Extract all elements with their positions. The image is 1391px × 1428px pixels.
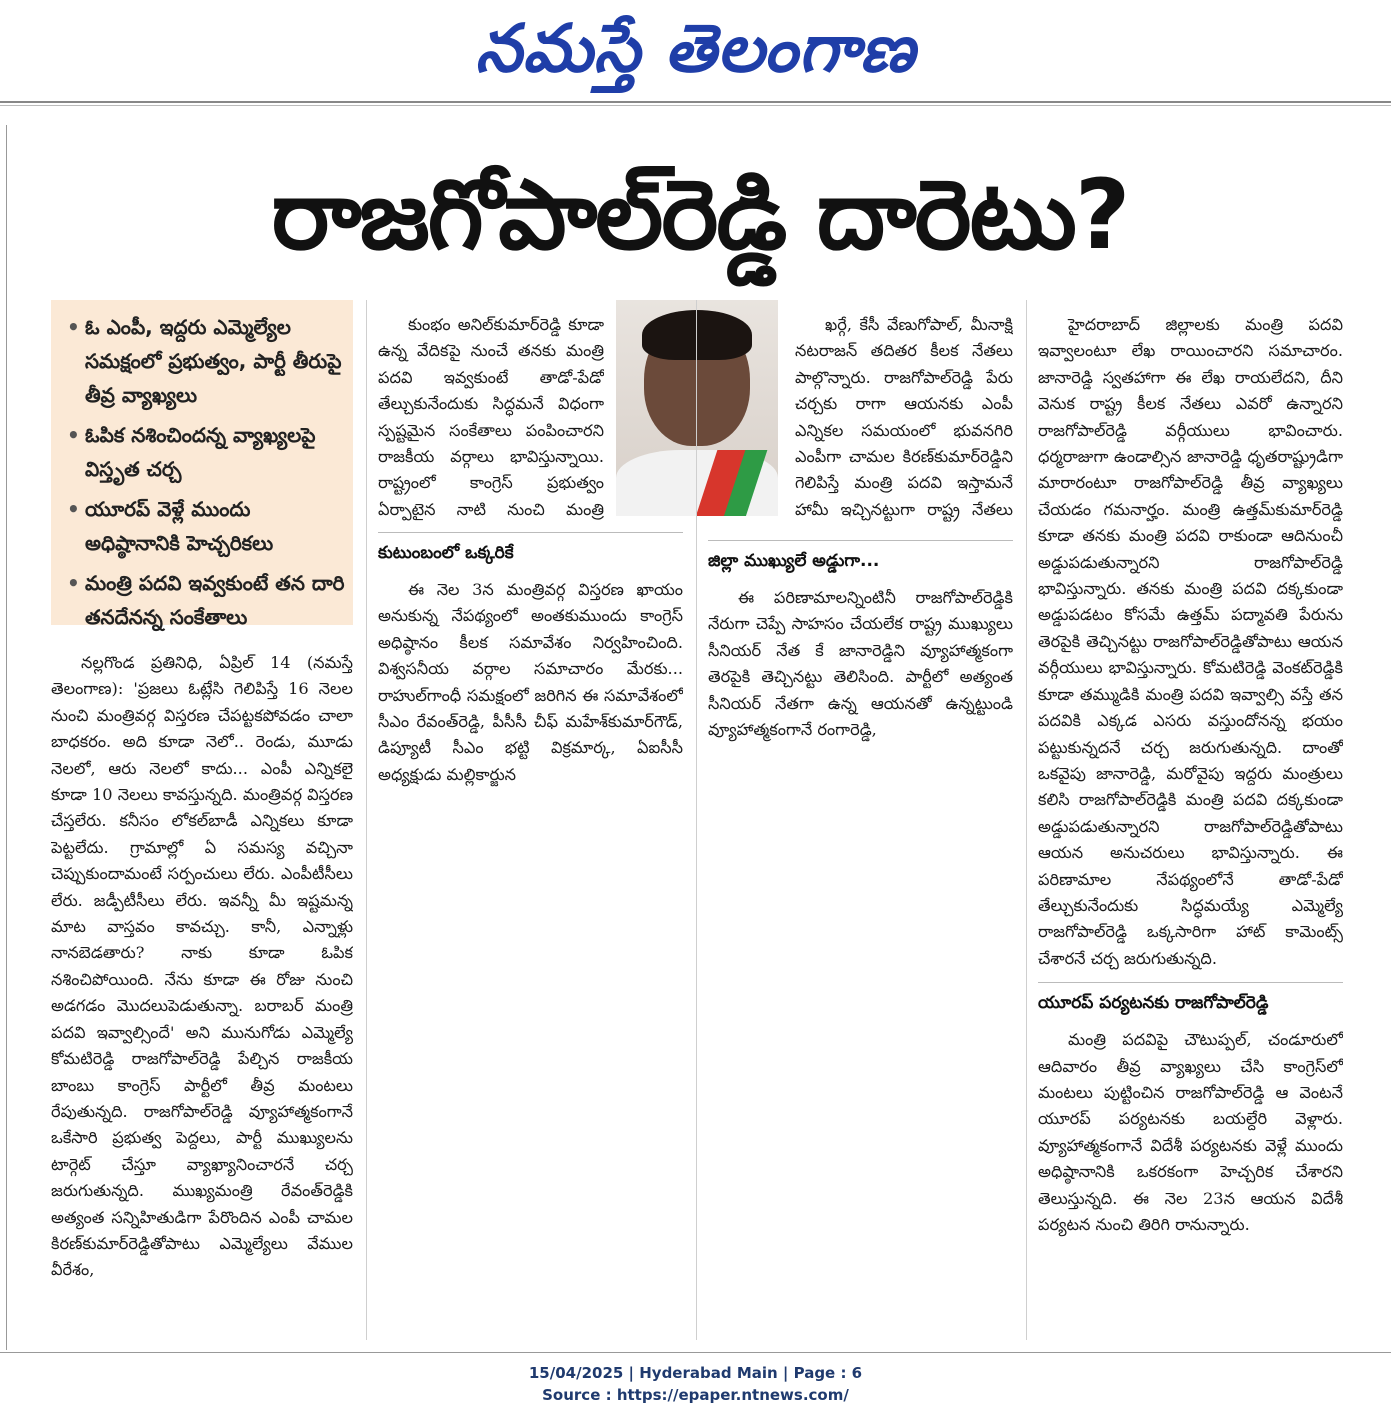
reporter-photo: [616, 300, 778, 516]
article-column-2: [378, 522, 683, 1340]
article-column-2-top: [378, 312, 604, 522]
footer: [0, 1362, 1391, 1406]
column-divider: [1026, 300, 1027, 1340]
page-left-edge: [0, 125, 7, 1350]
headline: రాజగోపాల్‌రెడ్డి దారెటు?: [271, 159, 1129, 271]
masthead-divider: [0, 101, 1391, 103]
article-paragraph: హైదరాబాద్ జిల్లాలకు మంత్రి పదవి ఇవ్వాలంటూ లేఖ రాయించారని సమాచారం. జానారెడ్డి స్వతహాగా ఈ లేఖ రాయలేదని, దీని వెనుక రాష్ట్ర కీలక నేతలు ఎవరో ఉన్నారని రాజగోపాల్‌రెడ్డి వర్గీయులు భావించారు. ధర్మరాజుగా ఉండాల్సిన జానారెడ్డి ధృతరాష్ట్రుడిగా మారారంటూ రాజగోపాల్‌రెడ్డి తీవ్ర వ్యాఖ్యలు చేయడం గమనార్హం. మంత్రి ఉత్తమ్‌కుమార్‌రెడ్డి కూడా తనకు మంత్రి పదవి రాకుండా ఆదినుంచీ అడ్డుపడుతున్నారని రాజగోపాల్‌రెడ్డి భావిస్తున్నారు. తనకు మంత్రి పదవి దక్కకుండా అడ్డుపడటం కోసమే ఉత్తమ్ పద్మావతి పేరును తెరపైకి తెచ్చినట్టు రాజగోపాల్‌రెడ్డితోపాటు ఆయన వర్గీయులు భావిస్తున్నారు. కోమటిరెడ్డి వెంకట్‌రెడ్డికి కూడా తమ్ముడికి మంత్రి పదవి ఇవ్వాల్సి వస్తే తన పదవికి ఎక్కడ ఎసరు వస్తుందోనన్న భయం పట్టుకున్నదనే చర్చ జరుగుతున్నది. దాంతో ఒకవైపు జానారెడ్డి, మరోవైపు ఇద్దరు మంత్రులు కలిసి రాజగోపాల్‌రెడ్డికి మంత్రి పదవి దక్కకుండా అడ్డుపడుతున్నారని రాజగోపాల్‌రెడ్డితోపాటు ఆయన అనుచరులు భావిస్తున్నారు. ఈ పరిణామాల నేపథ్యంలోనే తాడో-పేడో తేల్చుకునేందుకు సిద్ధమయ్యే ఎమ్మెల్యే రాజగోపాల్‌రెడ్డి ఒక్కసారిగా హాట్ కామెంట్స్ చేశారనే చర్చ జరుగుతున్నది.: [1038, 315, 1343, 968]
footer-divider: [0, 1352, 1391, 1353]
article-column-1: [51, 650, 353, 1340]
article-column-4: [1038, 312, 1343, 1340]
subheading: యూరప్ పర్యటనకు రాజగోపాల్‌రెడ్డి: [1038, 982, 1343, 1017]
article-column-3-top: [795, 312, 1013, 522]
article-paragraph: మంత్రి పదవిపై చౌటుప్పల్, చండూరులో ఆదివారం తీవ్ర వ్యాఖ్యలు చేసి కాంగ్రెస్‌లో మంటలు పుట్టించిన రాజగోపాల్‌రెడ్డి ఆ వెంటనే యూరప్ పర్యటనకు బయల్దేరి వెళ్లారు. వ్యూహాత్మకంగానే విదేశీ పర్యటనకు వెళ్లే ముందు అధిష్ఠానానికి ఒకరకంగా హెచ్చరిక చేశారని తెలుస్తున్నది. ఈ నెల 23న ఆయన విదేశీ పర్యటన నుంచి తిరిగి రానున్నారు.: [1038, 1030, 1343, 1234]
article-paragraph: ఖర్గే, కేసీ వేణుగోపాల్, మీనాక్షి నటరాజన్ తదితర కీలక నేతలు పాల్గొన్నారు. రాజగోపాల్‌రెడ్డి పేరు చర్చకు రాగా ఆయనకు ఎంపీ ఎన్నికల సమయంలో భువనగిరి ఎంపీగా చామల కిరణ్‌కుమార్‌రెడ్డిని గెలిపిస్తే మంత్రి పదవి ఇస్తామనే హామీ ఇచ్చినట్టుగా రాష్ట్ర నేతలు: [795, 315, 1013, 519]
highlight-item: • ఓ ఎంపీ, ఇద్దరు ఎమ్మెల్యేల సమక్షంలో ప్రభుత్వం, పార్టీ తీరుపై తీవ్ర వ్యాఖ్యలు: [65, 310, 345, 412]
bullet-icon: •: [67, 423, 80, 447]
bullet-icon: •: [67, 571, 80, 595]
article-column-3: [708, 530, 1013, 1340]
article-paragraph: ఈ పరిణామాలన్నింటినీ రాజగోపాల్‌రెడ్డికి నేరుగా చెప్పే సాహసం చేయలేక రాష్ట్ర ముఖ్యులు సీనియర్ నేత కే జానారెడ్డిని వ్యూహాత్మకంగా తెరపైకి తెచ్చినట్టు తెలిసింది. పార్టీలో అత్యంత సీనియర్ నేతగా ఉన్న ఆయనతో ఉన్నట్టుండి వ్యూహాత్మకంగానే రంగారెడ్డి,: [708, 588, 1013, 740]
highlight-item: • మంత్రి పదవి ఇవ్వకుంటే తన దారి తనదేనన్న సంకేతాలు: [65, 566, 345, 634]
masthead-divider-thin: [0, 105, 1391, 106]
column-divider: [366, 300, 367, 1340]
subheading: కుటుంబంలో ఒక్కరికే: [378, 532, 683, 567]
highlight-item: • ఓపిక నశించిందన్న వ్యాఖ్యలపై విస్తృత చర్చ: [65, 418, 345, 486]
footer-source-link[interactable]: Source : https://epaper.ntnews.com/: [542, 1386, 849, 1404]
subheading: జిల్లా ముఖ్యులే అడ్డుగా...: [708, 540, 1013, 575]
bullet-icon: •: [67, 315, 80, 339]
article-paragraph: ఈ నెల 3న మంత్రివర్గ విస్తరణ ఖాయం అనుకున్న నేపథ్యంలో అంతకుముందు కాంగ్రెస్ అధిష్ఠానం కీలక సమావేశం నిర్వహించింది. విశ్వసనీయ వర్గాల సమాచారం మేరకు... రాహుల్‌గాంధీ సమక్షంలో జరిగిన ఈ సమావేశంలో సీఎం రేవంత్‌రెడ్డి, పీసీసీ చీఫ్ మహేశ్‌కుమార్‌గౌడ్, డిప్యూటీ సీఎం భట్టి విక్రమార్క, ఏఐసీసీ అధ్యక్షుడు మల్లికార్జున: [378, 580, 683, 784]
article-paragraph: నల్లగొండ ప్రతినిధి, ఏప్రిల్ 14 (నమస్తే తెలంగాణ): 'ప్రజలు ఓట్లేసి గెలిపిస్తే 16 నెలల నుంచి మంత్రివర్గ విస్తరణ చేపట్టకపోవడం చాలా బాధకరం. అది కూడా నెలో.. రెండు, మూడు నెలలో, ఆరు నెలలో కాదు... ఎంపీ ఎన్నికలైె కూడా 10 నెలలు కావస్తున్నది. మంత్రివర్గ విస్తరణ చేస్తలేరు. కనీసం లోకల్‌బాడీ ఎన్నికలు కూడా పెట్టలేదు. గ్రామాల్లో ఏ సమస్య వచ్చినా చెప్పుకుందామంటే సర్పంచులు లేరు. ఎంపీటీసీలు లేరు. జడ్పీటీసీలు లేరు. ఇవన్నీ మీ ఇష్టమన్న మాట వాస్తవం కావచ్చు. కానీ, ఎన్నాళ్లు నానబెడతారు? నాకు కూడా ఓపిక నశించిపోయింది. నేను కూడా ఈ రోజు నుంచి అడగడం మొదలుపెడుతున్నా. బరాబర్ మంత్రి పదవి ఇవ్వాల్సిందే' అని మునుగోడు ఎమ్మెల్యే కోమటిరెడ్డి రాజగోపాల్‌రెడ్డి పేల్చిన రాజకీయ బాంబు కాంగ్రెస్ పార్టీలో తీవ్ర మంటలు రేపుతున్నది. రాజగోపాల్‌రెడ్డి వ్యూహాత్మకంగానే ఒకేసారి ప్రభుత్వ పెద్దలు, పార్టీ ముఖ్యులను టార్గెట్ చేస్తూ వ్యాఖ్యానించారనే చర్చ జరుగుతున్నది. ముఖ్యమంత్రి రేవంత్‌రెడ్డికి అత్యంత సన్నిహితుడిగా పేరొందిన ఎంపీ చామల కిరణ్‌కుమార్‌రెడ్డితోపాటు ఎమ్మెల్యేలు వేముల వీరేశం,: [51, 653, 353, 1280]
highlights-box: [51, 300, 353, 629]
footer-edition-info: 15/04/2025 | Hyderabad Main | Page : 6: [528, 1364, 863, 1382]
bullet-icon: •: [67, 497, 80, 521]
column-divider: [696, 300, 697, 1340]
masthead-logo: నమస్తే తెలంగాణ: [475, 9, 916, 87]
highlight-item: • యూరప్ వెళ్లే ముందు అధిష్ఠానానికి హెచ్చరికలు: [65, 492, 345, 560]
masthead: [0, 0, 1391, 100]
article-paragraph: కుంభం అనిల్‌కుమార్‌రెడ్డి కూడా ఉన్న వేదికపై నుంచే తనకు మంత్రి పదవి ఇవ్వకుంటే తాడో-పేడో తేల్చుకునేందుకు సిద్ధమనే విధంగా స్పష్టమైన సంకేతాలు పంపించారని రాజకీయ వర్గాలు భావిస్తున్నాయి. రాష్ట్రంలో కాంగ్రెస్ ప్రభుత్వం ఏర్పాటైన నాటి నుంచి మంత్రి: [378, 315, 604, 519]
